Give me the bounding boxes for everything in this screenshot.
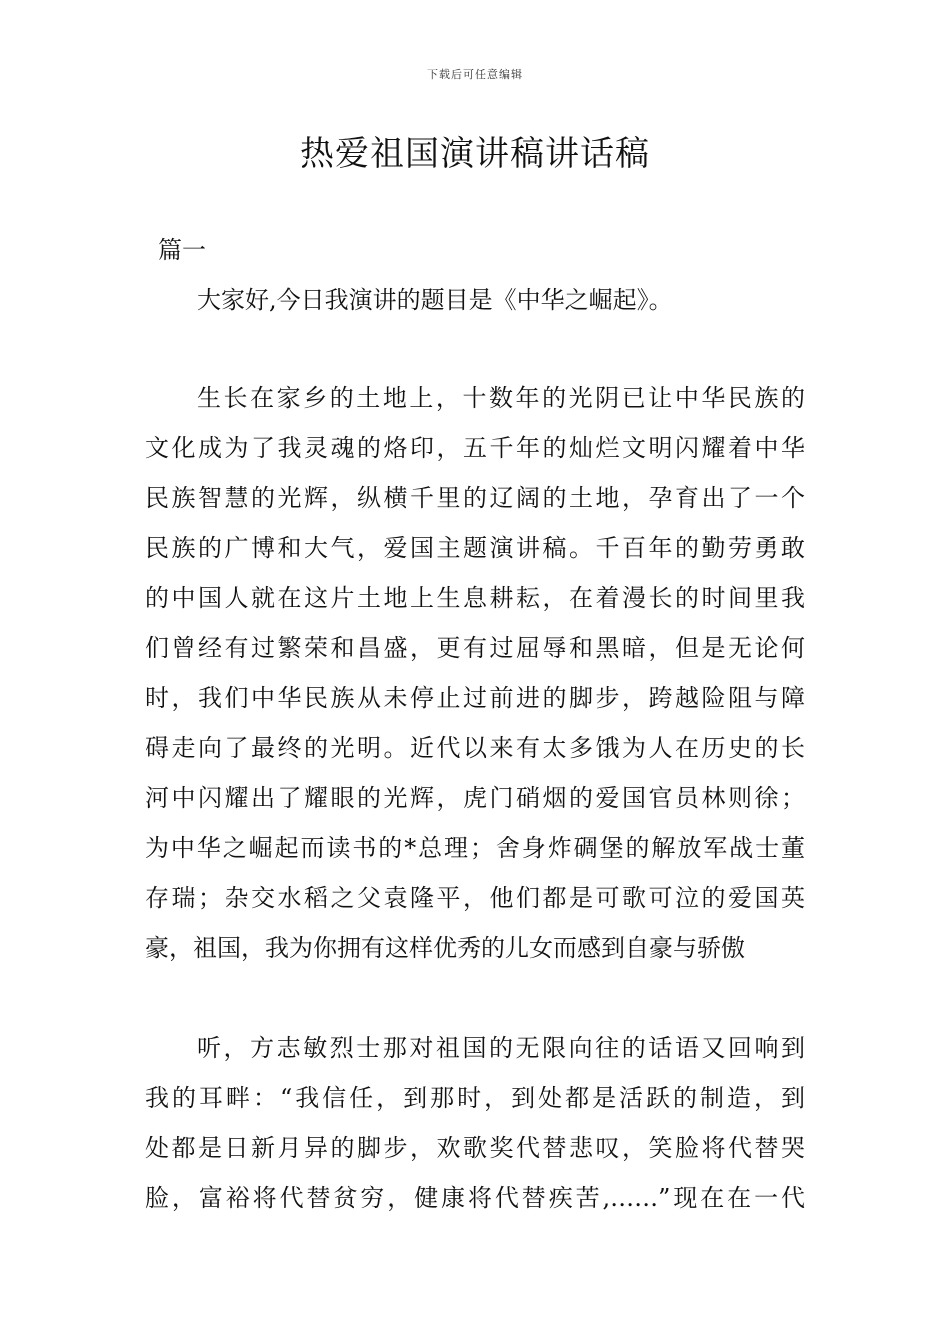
paragraph-2-line-8: 碍走向了最终的光明。近代以来有太多饿为人在历史的长	[145, 734, 805, 762]
paragraph-1-line-1: 大家好,今日我演讲的题目是《中华之崛起》。	[197, 286, 673, 314]
paragraph-2-line-7: 时，我们中华民族从未停止过前进的脚步，跨越险阻与障	[145, 684, 805, 712]
paragraph-2-line-3: 民族智慧的光辉，纵横千里的辽阔的土地，孕育出了一个	[145, 484, 805, 512]
paragraph-2-line-10: 为中华之崛起而读书的*总理；舍身炸碉堡的解放军战士董	[145, 834, 805, 862]
document-title: 热爱祖国演讲稿讲话稿	[300, 134, 650, 174]
paragraph-2-line-9: 河中闪耀出了耀眼的光辉，虎门硝烟的爱国官员林则徐；	[145, 784, 805, 812]
paragraph-2-line-4: 民族的广博和大气，爱国主题演讲稿。千百年的勤劳勇敢	[145, 534, 805, 562]
paragraph-3-line-1: 听，方志敏烈士那对祖国的无限向往的话语又回响到	[197, 1034, 805, 1062]
paragraph-3-line-4: 脸，富裕将代替贫穷，健康将代替疾苦,……”现在在一代	[145, 1184, 805, 1212]
paragraph-2-line-11: 存瑞；杂交水稻之父袁隆平，他们都是可歌可泣的爱国英	[145, 884, 805, 912]
paragraph-2-line-12: 豪，祖国，我为你拥有这样优秀的儿女而感到自豪与骄傲	[145, 934, 745, 962]
paragraph-3-line-2: 我的耳畔：“我信任，到那时，到处都是活跃的制造，到	[145, 1084, 805, 1112]
paragraph-2-line-6: 们曾经有过繁荣和昌盛，更有过屈辱和黑暗，但是无论何	[145, 634, 805, 662]
paragraph-3-line-3: 处都是日新月异的脚步，欢歌奖代替悲叹，笑脸将代替哭	[145, 1134, 805, 1162]
paragraph-2-line-1: 生长在家乡的土地上，十数年的光阴已让中华民族的	[197, 384, 805, 412]
paragraph-2-line-2: 文化成为了我灵魂的烙印，五千年的灿烂文明闪耀着中华	[145, 434, 805, 462]
section-label: 篇一	[158, 236, 206, 264]
paragraph-2-line-5: 的中国人就在这片土地上生息耕耘，在着漫长的时间里我	[145, 584, 805, 612]
header-note: 下载后可任意编辑	[427, 68, 523, 81]
